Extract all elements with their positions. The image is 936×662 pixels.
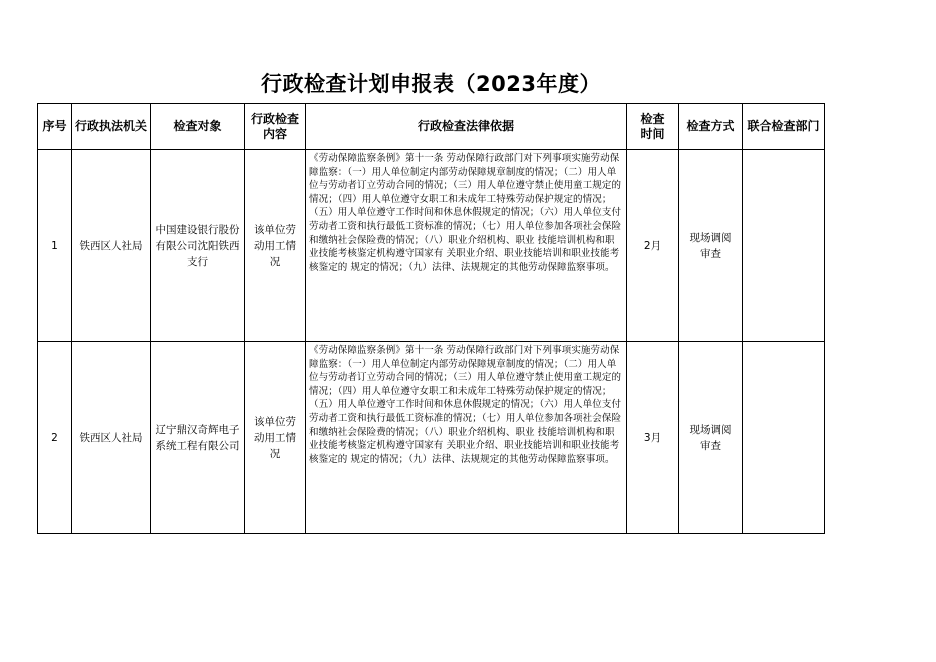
cell-target-text: 辽宁鼎汉奇辉电子系统工程有限公司 bbox=[155, 423, 240, 452]
cell-content-text: 该单位劳动用工情况 bbox=[254, 415, 296, 460]
cell-basis: 《劳动保障监察条例》第十一条 劳动保障行政部门对下列事项实施劳动保障监察：（一）用人单位制定内部劳动保障规章制度的情况；（二）用人单位与劳动者订立劳动合同的情况；（三）用人单位遵守禁止使用童工规定的情况；（四）用人单位遵守女职工和未成年工特殊劳动保护规定的情况；（五）用人单位遵守工作时间和休息休假规定的情况；（六）用人单位支付劳动者工资和执行最低工资标准的情况；（七）用人单位参加各项社会保险和缴纳社会保险费的情况；（八）职业介绍机构、职业 技能培训机构和职业技能考核鉴定机构遵守国家有 关职业介绍、职业技能培训和职业技能考核鉴定的 规定的情况；（九）法律、法规规定的其他劳动保障监察事项。 bbox=[306, 150, 627, 342]
header-target: 检查对象 bbox=[151, 104, 245, 150]
cell-method bbox=[679, 150, 743, 342]
page-title: 行政检查计划申报表（2023年度） bbox=[261, 72, 601, 96]
cell-method-text: 现场调阅审查 bbox=[689, 423, 732, 452]
header-agency: 行政执法机关 bbox=[72, 104, 151, 150]
table-row bbox=[38, 150, 825, 342]
cell-agency: 铁西区人社局 bbox=[72, 342, 151, 534]
cell-content bbox=[245, 150, 306, 342]
cell-seq: 1 bbox=[38, 150, 72, 342]
cell-basis: 《劳动保障监察条例》第十一条 劳动保障行政部门对下列事项实施劳动保障监察：（一）用人单位制定内部劳动保障规章制度的情况；（二）用人单位与劳动者订立劳动合同的情况；（三）用人单位遵守禁止使用童工规定的情况；（四）用人单位遵守女职工和未成年工特殊劳动保护规定的情况；（五）用人单位遵守工作时间和休息休假规定的情况；（六）用人单位支付劳动者工资和执行最低工资标准的情况；（七）用人单位参加各项社会保险和缴纳社会保险费的情况；（八）职业介绍机构、职业 技能培训机构和职业技能考核鉴定机构遵守国家有 关职业介绍、职业技能培训和职业技能考核鉴定的 规定的情况；（九）法律、法规规定的其他劳动保障监察事项。 bbox=[306, 342, 627, 534]
cell-joint bbox=[743, 342, 825, 534]
cell-joint bbox=[743, 150, 825, 342]
cell-content-text: 该单位劳动用工情况 bbox=[254, 223, 296, 268]
header-time bbox=[627, 104, 679, 150]
cell-time: 3月 bbox=[627, 342, 679, 534]
cell-seq: 2 bbox=[38, 342, 72, 534]
header-content-label: 行政检查内容 bbox=[250, 111, 299, 141]
cell-time: 2月 bbox=[627, 150, 679, 342]
header-time-label: 检查时间 bbox=[640, 111, 665, 141]
header-basis: 行政检查法律依据 bbox=[306, 104, 627, 150]
cell-method-text: 现场调阅审查 bbox=[689, 231, 732, 260]
header-content bbox=[245, 104, 306, 150]
cell-method bbox=[679, 342, 743, 534]
cell-target bbox=[151, 150, 245, 342]
table-row bbox=[38, 342, 825, 534]
header-row bbox=[38, 104, 825, 150]
cell-target bbox=[151, 342, 245, 534]
cell-content bbox=[245, 342, 306, 534]
header-method: 检查方式 bbox=[679, 104, 743, 150]
cell-target-text: 中国建设银行股份有限公司沈阳铁西支行 bbox=[155, 223, 240, 268]
inspection-plan-table bbox=[37, 103, 825, 534]
header-joint: 联合检查部门 bbox=[743, 104, 825, 150]
header-seq: 序号 bbox=[38, 104, 72, 150]
cell-agency: 铁西区人社局 bbox=[72, 150, 151, 342]
